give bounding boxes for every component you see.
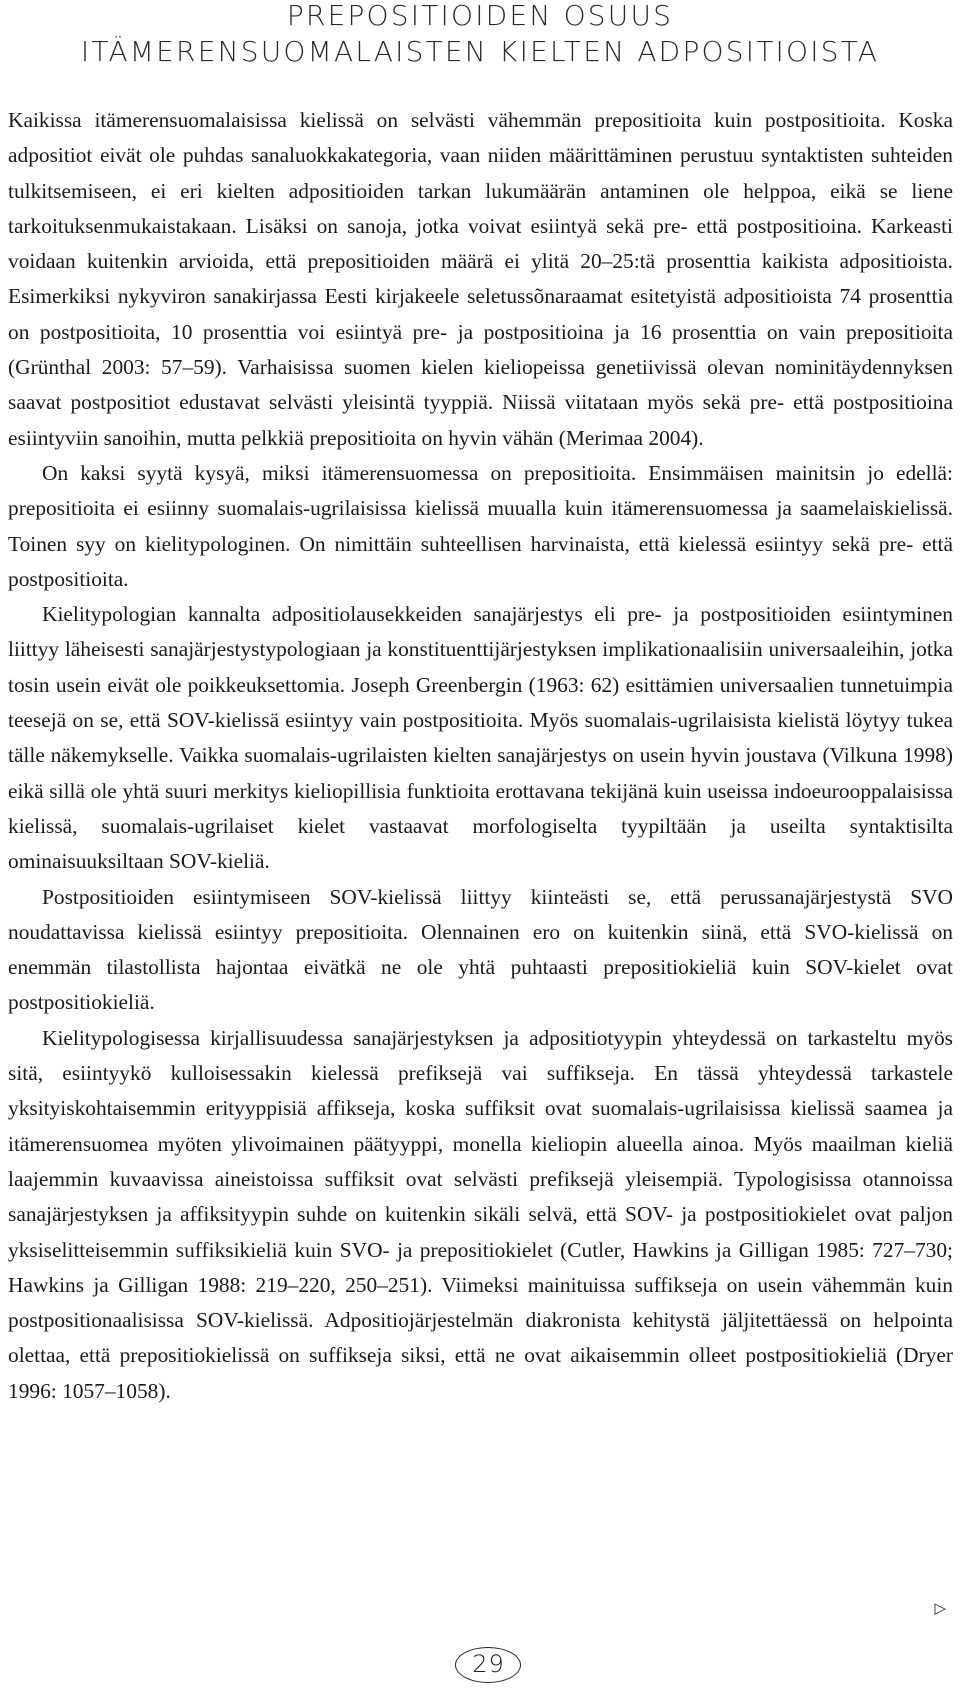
- paragraph-5: Kielitypologisessa kirjallisuudessa sanajärjestyksen ja adpositiotyypin yhteydessä on tarkasteltu myös sitä, esiintyykö kulloisessakin kielessä prefiksejä vai suffikseja. En tässä yhteydessä tarkastele yksityiskohtaisemmin erityyppisiä affikseja, koska suffiksit ovat suomalais-ugrilaisissa kielissä saamea ja itämerensuomea myöten ylivoimainen päätyyppi, monella kieliopin alueella ainoa. Myös maailman kieliä laajemmin kuvaavissa aineistoissa suffiksit ovat selvästi prefiksejä yleisempiä. Typologisissa otannoissa sanajärjestyksen ja affiksityypin suhde on kuitenkin sikäli selvä, että SOV- ja postpositiokielet ovat paljon yksiselitteisemmin suffiksikieliä kuin SVO- ja prepositiokielet (Cutler, Hawkins ja Gilligan 1985: 727–730; Hawkins ja Gilligan 1988: 219–220, 250–251). Viimeksi mainituissa suffikseja on usein vähemmän kuin postpositionaalisissa SOV-kielissä. Adpositiojärjestelmän diakronista kehitystä jäljitettäessä on helpointa olettaa, että prepositiokielissä on suffikseja siksi, että ne ovat aikaisemmin olleet postpositiokieliä (Dryer 1996: 1057–1058).: [8, 1025, 953, 1403]
- header-line-1: PREPOSITIOIDEN OSUUS: [286, 0, 674, 32]
- paragraph-2: On kaksi syytä kysyä, miksi itämerensuomessa on prepositioita. Ensimmäisen mainitsin jo edellä: prepositioita ei esiinny suomalais-ugrilaisissa kielissä muualla kuin itämerensuomessa ja saamelaiskielissä. Toinen syy on kielitypologinen. On nimittäin suhteellisen harvinaista, että kielessä esiintyy sekä pre- että postpositioita.: [8, 460, 953, 591]
- next-page-arrow-icon: ▷: [934, 1599, 946, 1617]
- running-header: [0, 0, 960, 70]
- page-number: 29: [472, 1650, 505, 1678]
- paragraph-4: Postpositioiden esiintymiseen SOV-kielissä liittyy kiinteästi se, että perussanajärjestystä SVO noudattavissa kielissä esiintyy prepositioita. Olennainen ero on kuitenkin siinä, että SVO-kielissä on enemmän tilastollista hajontaa eivätkä ne ole yhtä puhtaasti prepositiokieliä kuin SOV-kielet ovat postpositiokieliä.: [8, 884, 953, 1015]
- header-line-2: ITÄMERENSUOMALAISTEN KIELTEN ADPOSITIOISTA: [80, 35, 880, 68]
- page-number-badge: [455, 1647, 523, 1687]
- paragraph-3: Kielitypologian kannalta adpositiolausekkeiden sanajärjestys eli pre- ja postpositioiden esiintyminen liittyy läheisesti sanajärjestystypologiaan ja konstituenttijärjestyksen implikationaalisiin universaaleihin, jotka tosin usein eivät ole poikkeuksettomia. Joseph Greenbergin (1963: 62) esittämien universaalien tunnetuimpia teesejä on se, että SOV-kielissä esiintyy vain postpositioita. Myös suomalais-ugrilaisista kielistä löytyy tukea tälle näkemykselle. Vaikka suomalais-ugrilaisten kielten sanajärjestys on usein hyvin joustava (Vilkuna 1998) eikä sillä ole yhtä suuri merkitys kieliopillisia funktioita erottavana tekijänä kuin useissa indoeurooppalaisissa kielissä, suomalais-ugrilaiset kielet vastaavat morfologiselta tyypiltään ja useilta syntaktisilta ominaisuuksiltaan SOV-kieliä.: [8, 602, 953, 874]
- paragraph-1: Kaikissa itämerensuomalaisissa kielissä on selvästi vähemmän prepositioita kuin postpositioita. Koska adpositiot eivät ole puhdas sanaluokkakategoria, vaan niiden määrittäminen perustuu syntaktisten suhteiden tulkitsemiseen, ei eri kielten adpositioiden tarkan lukumäärän antaminen ole helppoa, eikä se liene tarkoituksenmukaistakaan. Lisäksi on sanoja, jotka voivat esiintyä sekä pre- että postpositioina. Karkeasti voidaan kuitenkin arvioida, että prepositioiden määrä ei ylitä 20–25:tä prosenttia kaikista adpositioista. Esimerkiksi nykyviron sanakirjassa Eesti kirjakeele seletussõnaraamat esitetyistä adpositioista 74 prosenttia on postpositioita, 10 prosenttia voi esiintyä pre- ja postpositioina ja 16 prosenttia on vain prepositioita (Grünthal 2003: 57–59). Varhaisissa suomen kielen kieliopeissa genetiivissä olevan nominitäydennyksen saavat postpositiot edustavat selvästi yleisintä tyyppiä. Niissä viitataan myös sekä pre- että postpositioina esiintyviin sanoihin, mutta pelkkiä prepositioita on hyvin vähän (Merimaa 2004).: [8, 108, 953, 450]
- body-text: [8, 103, 953, 1409]
